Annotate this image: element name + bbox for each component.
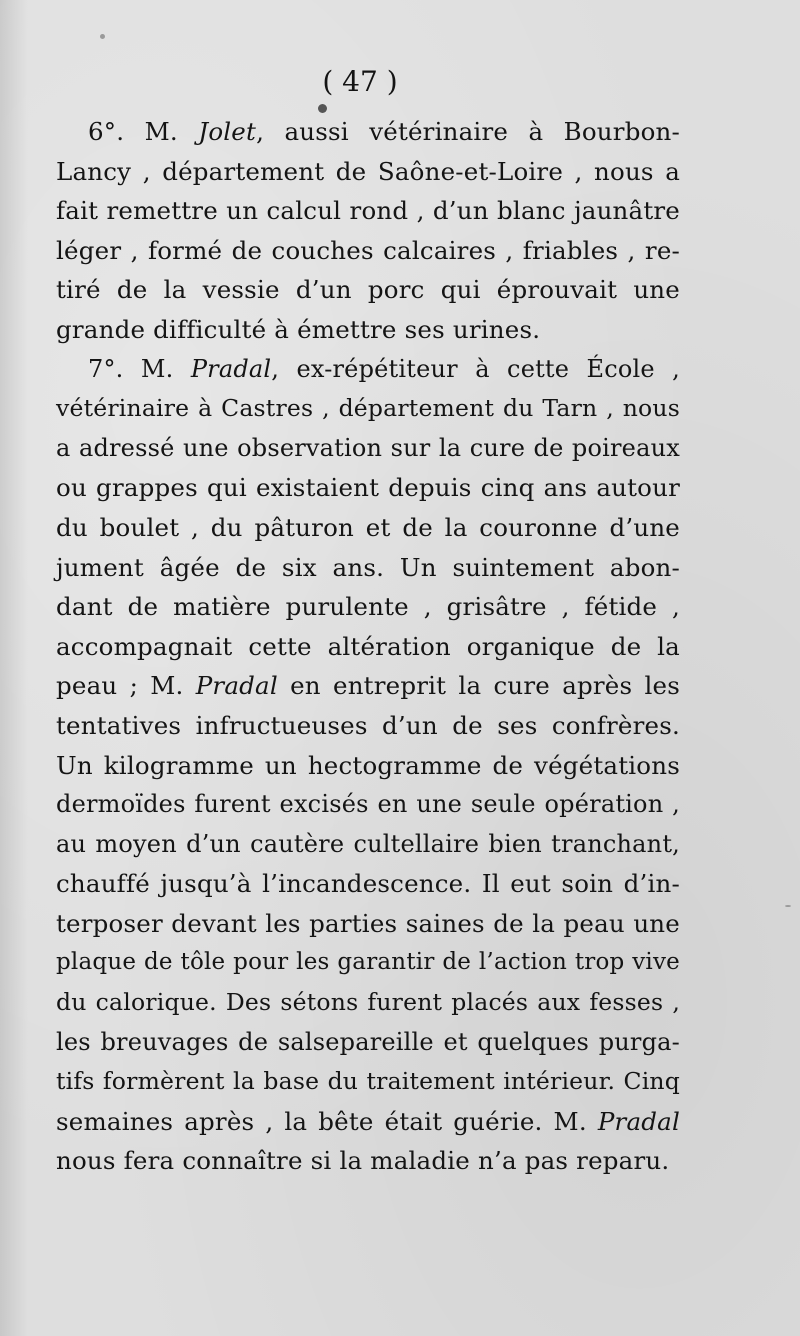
ink-speck bbox=[785, 905, 791, 907]
text-run: Lancy , département de Saône-et-Loire , nous a bbox=[56, 156, 680, 186]
text-run: plaque de tôle pour les garantir de l’action trop vive bbox=[56, 949, 680, 976]
text-line bbox=[56, 152, 680, 192]
paragraph bbox=[56, 112, 680, 350]
text-line bbox=[56, 270, 680, 310]
text-line bbox=[56, 231, 680, 271]
italic-name: Jolet bbox=[198, 117, 257, 146]
text-line bbox=[56, 191, 680, 231]
text-line bbox=[56, 112, 680, 152]
text-run: en entreprit la cure après les bbox=[277, 671, 680, 701]
text-run: tifs formèrent la base du traitement intérieur. Cinq bbox=[56, 1067, 680, 1096]
text-line bbox=[56, 429, 680, 469]
text-run: accompagnait cette altération organique de la bbox=[56, 631, 680, 661]
text-run: grande difficulté à émettre ses urines. bbox=[56, 314, 541, 344]
text-line bbox=[56, 627, 680, 667]
text-run: les breuvages de salsepareille et quelques purga- bbox=[56, 1027, 680, 1056]
text-run: tiré de la vessie d’un porc qui éprouvait une bbox=[56, 275, 680, 305]
text-run: du calorique. Des sétons furent placés aux fesses , bbox=[56, 988, 680, 1017]
text-run: 7°. M. bbox=[88, 354, 191, 383]
text-line bbox=[56, 943, 680, 983]
text-run: au moyen d’un cautère cultellaire bien tranchant, bbox=[56, 829, 680, 858]
text-line bbox=[56, 746, 680, 786]
text-run: , aussi vétérinaire à Bourbon- bbox=[256, 117, 680, 146]
italic-name: Pradal bbox=[195, 671, 278, 701]
paragraph bbox=[56, 350, 680, 1181]
ink-speck bbox=[100, 34, 105, 39]
italic-name: Pradal bbox=[190, 354, 272, 383]
text-run: terposer devant les parties saines de la peau une bbox=[56, 908, 680, 938]
text-line bbox=[56, 350, 680, 390]
italic-name: Pradal bbox=[597, 1106, 680, 1136]
text-run: léger , formé de couches calcaires , friables , re- bbox=[56, 235, 680, 265]
text-run: ou grappes qui existaient depuis cinq ans autour bbox=[56, 473, 680, 503]
text-run: jument âgée de six ans. Un suintement abon- bbox=[56, 552, 680, 582]
text-run: Un kilogramme un hectogramme de végétations bbox=[56, 750, 680, 780]
text-line bbox=[56, 785, 680, 825]
text-line bbox=[56, 508, 680, 548]
text-run: 6°. M. bbox=[88, 117, 199, 146]
body-text bbox=[56, 112, 680, 1181]
text-line bbox=[56, 904, 680, 944]
text-line bbox=[56, 468, 680, 508]
text-run: a adressé une observation sur la cure de poireaux bbox=[56, 433, 680, 462]
text-line bbox=[56, 1141, 680, 1181]
text-run: , ex-répétiteur à cette École , bbox=[271, 354, 680, 383]
text-run: dant de matière purulente , grisâtre , fétide , bbox=[56, 592, 680, 622]
text-run: peau ; M. bbox=[56, 671, 196, 701]
text-line bbox=[56, 825, 680, 865]
text-line bbox=[56, 1023, 680, 1063]
text-run: nous fera connaître si la maladie n’a pas reparu. bbox=[56, 1146, 670, 1176]
text-run: vétérinaire à Castres , département du Tarn , nous bbox=[56, 394, 680, 423]
text-line bbox=[56, 706, 680, 746]
page-number: ( 47 ) bbox=[322, 65, 398, 98]
text-line bbox=[56, 666, 680, 706]
text-run: du boulet , du pâturon et de la couronne d’une bbox=[56, 512, 680, 542]
text-line bbox=[56, 1062, 680, 1102]
text-line bbox=[56, 1102, 680, 1142]
text-line bbox=[56, 310, 680, 350]
text-run: dermoïdes furent excisés en une seule opération , bbox=[56, 790, 680, 819]
text-line bbox=[56, 389, 680, 429]
text-run: semaines après , la bête était guérie. M. bbox=[56, 1106, 598, 1136]
text-line bbox=[56, 864, 680, 904]
text-line bbox=[56, 587, 680, 627]
text-line bbox=[56, 983, 680, 1023]
text-run: chauffé jusqu’à l’incandescence. Il eut soin d’in- bbox=[56, 869, 680, 899]
text-line bbox=[56, 548, 680, 588]
text-run: fait remettre un calcul rond , d’un blanc jaunâtre bbox=[56, 196, 680, 226]
text-run: tentatives infructueuses d’un de ses confrères. bbox=[56, 710, 680, 740]
page-gutter-shadow bbox=[0, 0, 28, 1336]
